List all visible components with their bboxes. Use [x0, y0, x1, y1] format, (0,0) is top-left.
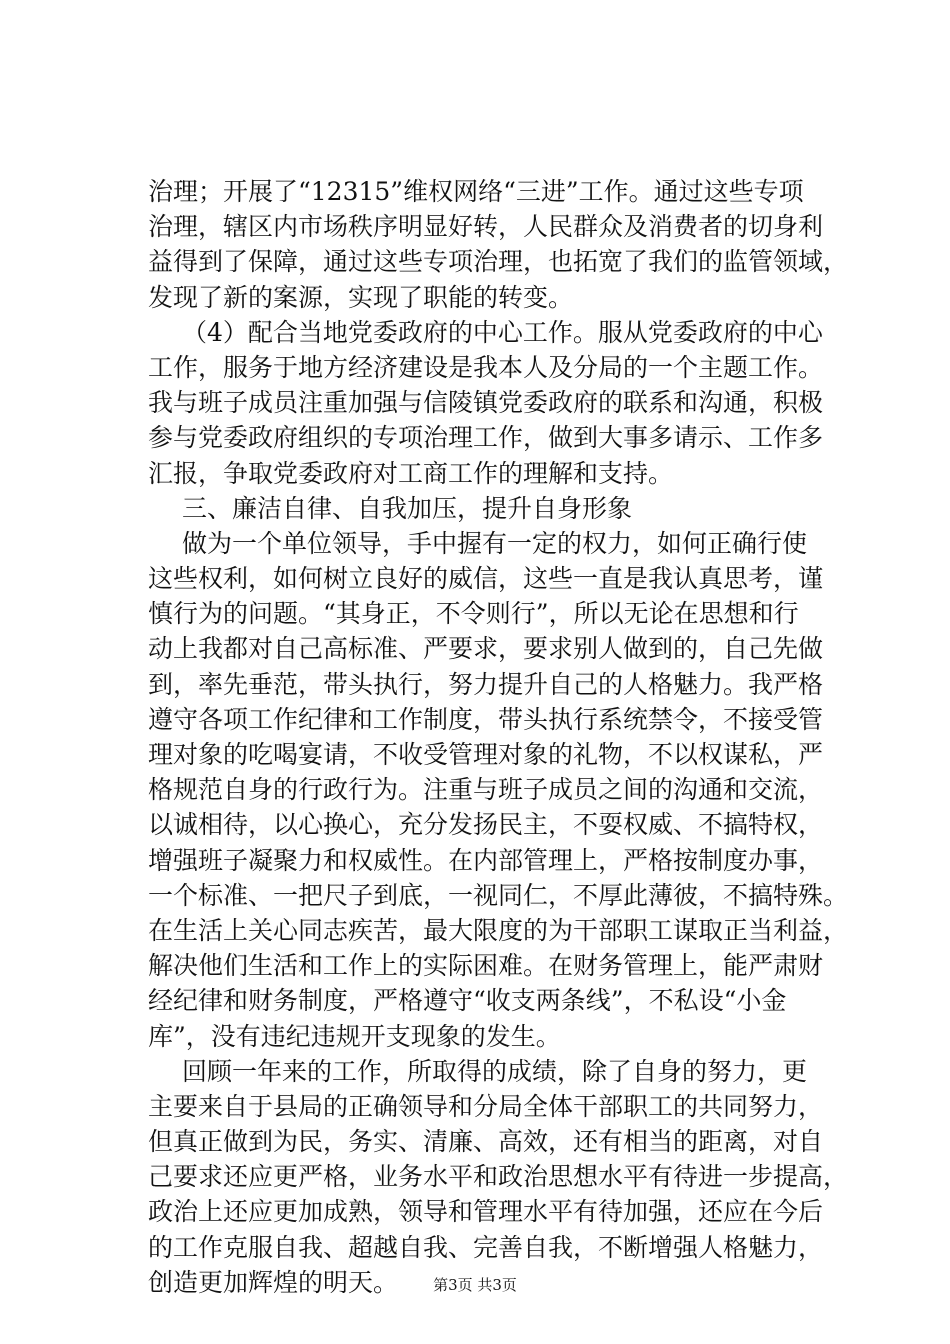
text-line: 但真正做到为民，务实、清廉、高效，还有相当的距离，对自 [148, 1127, 824, 1157]
text-line: 益得到了保障，通过这些专项治理，也拓宽了我们的监管领域， [148, 247, 849, 277]
text-line: 做为一个单位领导，手中握有一定的权力，如何正确行使 [182, 528, 808, 558]
text-line: 格规范自身的行政行为。注重与班子成员之间的沟通和交流， [148, 775, 824, 805]
text-line: 在生活上关心同志疾苦，最大限度的为干部职工谋取正当利益， [148, 915, 849, 945]
text-line: 经纪律和财务制度，严格遵守“收支两条线”，不私设“小金 [148, 986, 787, 1016]
text-line: 工作，服务于地方经济建设是我本人及分局的一个主题工作。 [148, 352, 824, 382]
page-number-footer: 第3页 共3页 [433, 1276, 517, 1294]
text-line: （4）配合当地党委政府的中心工作。服从党委政府的中心 [182, 317, 823, 347]
text-line: 治理；开展了“12315”维权网络“三进”工作。通过这些专项 [148, 177, 804, 206]
text-line: 解决他们生活和工作上的实际困难。在财务管理上，能严肃财 [148, 951, 824, 981]
text-line: 汇报，争取党委政府对工商工作的理解和支持。 [148, 458, 674, 488]
text-line: 一个标准、一把尺子到底，一视同仁，不厚此薄彼，不搞特殊。 [148, 880, 849, 910]
text-line: 发现了新的案源，实现了职能的转变。 [148, 282, 574, 312]
document-body [148, 174, 849, 1300]
text-line: 主要来自于县局的正确领导和分局全体干部职工的共同努力， [148, 1091, 824, 1121]
text-line: 我与班子成员注重加强与信陵镇党委政府的联系和沟通，积极 [148, 388, 824, 418]
text-line: 回顾一年来的工作，所取得的成绩，除了自身的努力，更 [182, 1056, 808, 1086]
text-line: 参与党委政府组织的专项治理工作，做到大事多请示、工作多 [148, 423, 824, 453]
text-line: 到，率先垂范，带头执行，努力提升自己的人格魅力。我严格 [148, 669, 824, 699]
section-heading: 三、廉洁自律、自我加压，提升自身形象 [182, 493, 633, 523]
text-line: 这些权利，如何树立良好的威信，这些一直是我认真思考，谨 [148, 564, 824, 594]
text-line: 增强班子凝聚力和权威性。在内部管理上，严格按制度办事， [148, 845, 824, 875]
text-line: 以诚相待，以心换心，充分发扬民主，不耍权威、不搞特权， [148, 810, 824, 840]
text-line: 的工作克服自我、超越自我、完善自我，不断增强人格魅力， [148, 1232, 824, 1262]
text-line: 慎行为的问题。“其身正，不令则行”，所以无论在思想和行 [148, 599, 799, 629]
text-line: 己要求还应更严格，业务水平和政治思想水平有待进一步提高， [148, 1162, 849, 1192]
text-line: 政治上还应更加成熟，领导和管理水平有待加强，还应在今后 [148, 1197, 824, 1227]
text-line: 治理，辖区内市场秩序明显好转，人民群众及消费者的切身利 [148, 212, 824, 242]
text-line: 遵守各项工作纪律和工作制度，带头执行系统禁令，不接受管 [148, 704, 824, 734]
text-line: 创造更加辉煌的明天。 [148, 1267, 399, 1297]
text-line: 库”，没有违纪违规开支现象的发生。 [148, 1021, 561, 1051]
text-line: 动上我都对自己高标准、严要求，要求别人做到的，自己先做 [148, 634, 824, 664]
text-line: 理对象的吃喝宴请，不收受管理对象的礼物，不以权谋私，严 [148, 740, 824, 769]
